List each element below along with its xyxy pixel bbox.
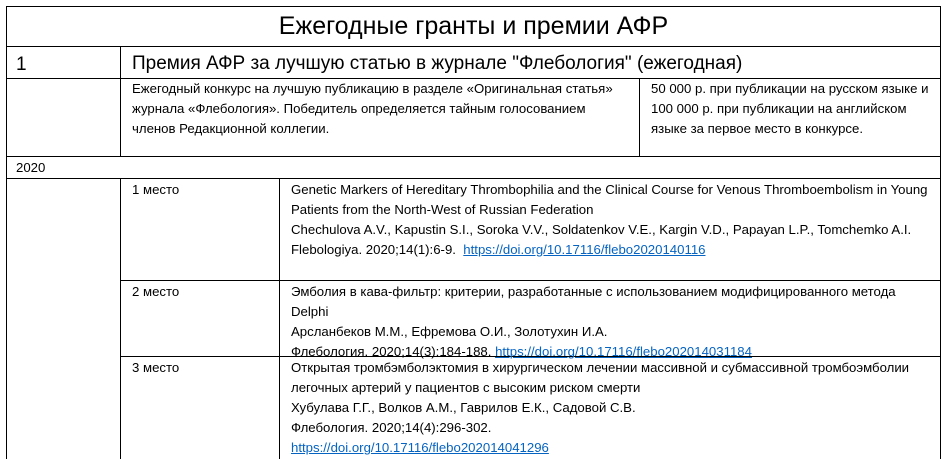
- grants-table: [6, 6, 941, 459]
- article-authors: Хубулава Г.Г., Волков А.М., Гаврилов Е.К., Садовой С.В.: [291, 400, 636, 415]
- doi-link[interactable]: https://doi.org/10.17116/flebo2020140116: [463, 242, 706, 257]
- page-title: Ежегодные гранты и премии АФР: [278, 12, 669, 40]
- article-authors: Chechulova A.V., Kapustin S.I., Soroka V.V., Soldatenkov V.E., Kargin V.D., Papayan L.P., Tomchemko A.I.: [291, 222, 912, 237]
- row-divider: [120, 280, 941, 281]
- article-citation-line: [291, 240, 931, 260]
- column-divider: [120, 46, 121, 156]
- prize-number: 1: [16, 54, 27, 75]
- prize-description: Ежегодный конкурс на лучшую публикацию в разделе «Оригинальная статья» журнала «Флебология». Победитель определяется тайным голосованием членов Редакционной коллегии.: [132, 81, 613, 136]
- winner-entry: [291, 282, 931, 362]
- winner-entry: [291, 180, 931, 260]
- doi-link[interactable]: https://doi.org/10.17116/flebo202014031184: [495, 344, 752, 359]
- place-label: 2 место: [132, 284, 180, 299]
- table-border-right: [940, 6, 941, 459]
- place-label: 3 место: [132, 360, 180, 375]
- row-divider: [6, 46, 941, 47]
- winner-entry: [291, 358, 931, 458]
- column-divider: [279, 178, 280, 459]
- place-label: 1 место: [132, 182, 180, 197]
- article-citation: Флебология. 2020;14(3):184-188.: [291, 344, 492, 359]
- article-doi-line: [291, 438, 931, 458]
- column-divider: [120, 178, 121, 459]
- table-border-left: [6, 6, 7, 459]
- article-title: Эмболия в кава-фильтр: критерии, разработанные с использованием модифицированного метода Delphi: [291, 284, 896, 319]
- article-title: Genetic Markers of Hereditary Thrombophilia and the Clinical Course for Venous Thromboembolism in Young Patients from the North-West of Russian Federation: [291, 182, 928, 217]
- article-title: Открытая тромбэмболэктомия в хирургическом лечении массивной и субмассивной тромбоэмболии легочных артерий у пациентов с высоким риском смерти: [291, 360, 910, 395]
- doi-link[interactable]: https://doi.org/10.17116/flebo202014041296: [291, 440, 549, 455]
- column-divider: [639, 78, 640, 156]
- year-label: 2020: [16, 160, 46, 175]
- article-citation: Flebologiya. 2020;14(1):6-9.: [291, 242, 456, 257]
- prize-name: Премия АФР за лучшую статью в журнале "Флебология" (ежегодная): [132, 53, 743, 74]
- prize-amount: 50 000 р. при публикации на русском языке и 100 000 р. при публикации на английском языке за первое место в конкурсе.: [651, 81, 929, 136]
- row-divider: [6, 178, 941, 179]
- row-divider: [6, 156, 941, 157]
- article-authors: Арсланбеков М.М., Ефремова О.И., Золотухин И.А.: [291, 324, 608, 339]
- article-citation: Флебология. 2020;14(4):296-302.: [291, 420, 492, 435]
